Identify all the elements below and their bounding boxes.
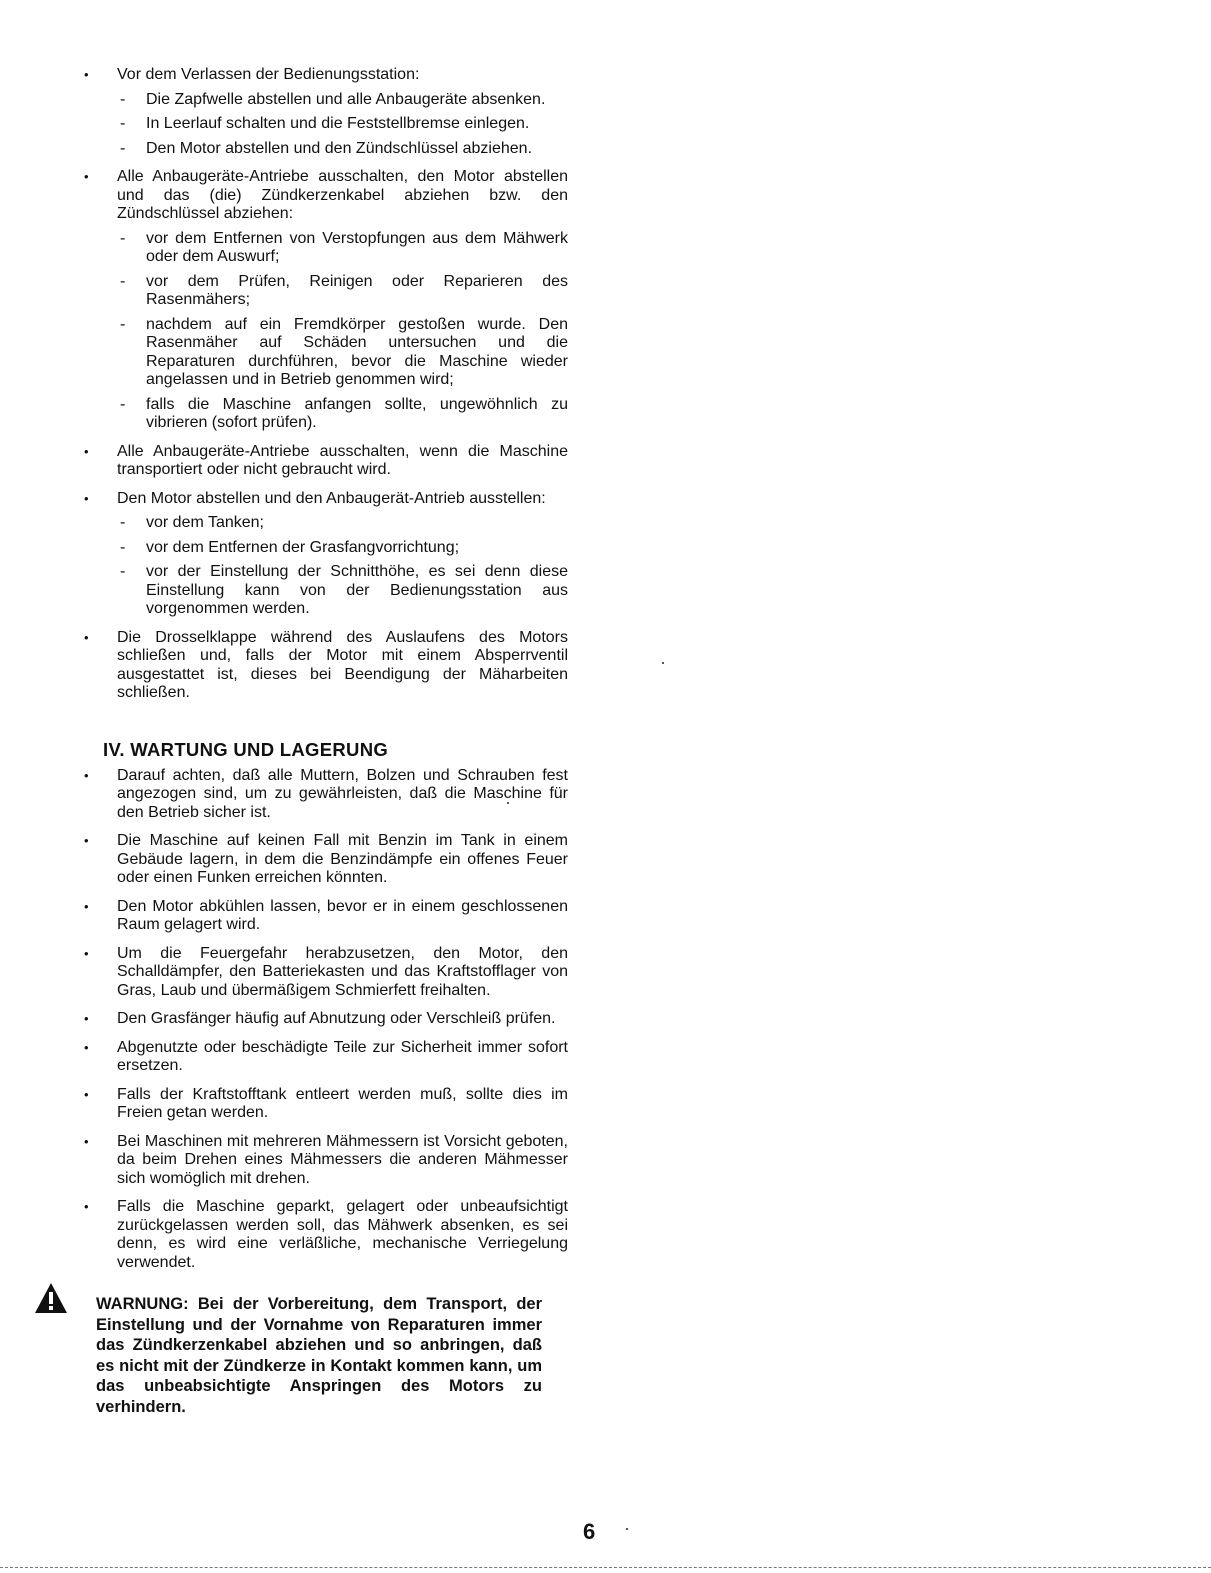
sub-item [117,230,568,267]
page-number: 6 [583,1519,596,1544]
sub-item [117,514,568,533]
bullet-item-leaving-station [84,66,568,158]
dash-marker: - [120,90,126,108]
bullet-text: Den Motor abstellen und den Anbaugerät-Antrieb ausstellen: [117,489,546,507]
scan-edge-line [0,1567,1211,1568]
dash-marker: - [120,229,126,247]
bullet-text: Den Motor abkühlen lassen, bevor er in einem geschlossenen Raum gelagert wird. [117,897,568,933]
sub-item [117,115,568,134]
bullet-item-maintenance [84,898,568,935]
bullet-item-maintenance [84,1086,568,1123]
sub-item-text: vor dem Entfernen der Grasfangvorrichtung; [146,538,460,556]
sub-item-text: nachdem auf ein Fremdkörper gestoßen wurde. Den Rasenmäher auf Schäden untersuchen und die Reparaturen durchführen, bevor die Maschine wieder angelassen und in Betrieb genommen wird; [146,315,568,388]
warning-triangle-icon [34,1282,68,1314]
dash-marker: - [120,139,126,157]
sub-item [117,563,568,619]
bullet-item-disengage-drives [84,168,568,433]
dash-marker: - [120,538,126,556]
sub-item-text: vor dem Prüfen, Reinigen oder Reparieren des Rasenmähers; [146,272,568,308]
dash-marker: - [120,272,126,290]
sub-item-text: vor der Einstellung der Schnitthöhe, es sei denn diese Einstellung kann von der Bedienungsstation aus vorgenommen werden. [146,563,568,617]
section-heading: IV. WARTUNG UND LAGERUNG [103,738,389,760]
bullet-marker: • [84,1199,89,1214]
sub-item [117,396,568,433]
sub-item [117,539,568,558]
sub-item-text: vor dem Entfernen von Verstopfungen aus dem Mähwerk oder dem Auswurf; [146,229,568,265]
bullet-item-transport [84,443,568,480]
dash-marker: - [120,563,126,580]
bullet-text: Alle Anbaugeräte-Antriebe ausschalten, wenn die Maschine transportiert oder nicht gebraucht wird. [117,442,568,478]
dash-marker: - [120,514,126,531]
bullet-item-throttle [84,629,568,703]
sub-item-text: In Leerlauf schalten und die Feststellbremse einlegen. [146,115,530,132]
sub-list [117,91,568,159]
dash-marker: - [120,395,126,413]
bullet-text: Falls die Maschine geparkt, gelagert oder unbeaufsichtigt zurückgelassen werden soll, das Mähwerk absenken, es sei denn, es wird eine verläßliche, mechanische Verriegelung verwendet. [117,1198,568,1271]
warning-block [84,1294,542,1417]
sub-item [117,91,568,110]
bullet-item-stop-engine [84,490,568,619]
bullet-marker: • [84,833,89,848]
bullet-item-maintenance [84,945,568,1001]
sub-item [117,273,568,310]
bullet-text: Alle Anbaugeräte-Antriebe ausschalten, den Motor abstellen und das (die) Zündkerzenkabel abziehen bzw. den Zündschlüssel abziehen: [117,168,568,222]
bullet-item-maintenance [84,832,568,888]
bullet-marker: • [84,490,89,506]
scan-speck [662,662,664,664]
bullet-marker: • [84,169,89,184]
sub-list [117,514,568,619]
scan-speck [626,1528,628,1530]
bullet-marker: • [84,945,89,961]
bullet-text: Bei Maschinen mit mehreren Mähmessern ist Vorsicht geboten, da beim Drehen eines Mähmessers die anderen Mähmesser sich womöglich mit drehen. [117,1132,568,1187]
bullet-marker: • [84,1039,89,1055]
text-column [84,66,568,1417]
bullet-text: Um die Feuergefahr herabzusetzen, den Motor, den Schalldämpfer, den Batteriekasten und das Kraftstofflager von Gras, Laub und übermäßigem Schmierfett freihalten. [117,944,568,999]
warning-text: WARNUNG: Bei der Vorbereitung, dem Transport, der Einstellung und der Vornahme von Reparaturen immer das Zündkerzenkabel abziehen und so anbringen, daß es nicht mit der Zündkerze in Kontakt kommen kann, um das unbeabsichtigte Anspringen des Motors zu verhindern. [96,1295,542,1416]
bullet-marker: • [84,67,89,82]
bullet-text: Die Drosselklappe während des Auslaufens des Motors schließen und, falls der Motor mit einem Absperrventil ausgestattet ist, dieses bei Beendigung der Mäharbeiten schließen. [117,628,568,701]
bullet-marker: • [84,629,89,645]
bullet-marker: • [84,1133,89,1149]
bullet-item-maintenance [84,1133,568,1189]
sub-list [117,230,568,433]
bullet-text: Den Grasfänger häufig auf Abnutzung oder Verschleiß prüfen. [117,1010,556,1027]
dash-marker: - [120,115,126,132]
bullet-marker: • [84,898,89,914]
scan-speck [507,802,509,804]
sub-item [117,140,568,159]
bullet-item-maintenance [84,1010,568,1029]
bullet-marker: • [84,1086,89,1102]
bullet-text: Darauf achten, daß alle Muttern, Bolzen und Schrauben fest angezogen sind, um zu gewährleisten, daß die Maschine für den Betrieb sicher ist. [117,766,568,821]
bullet-text: Die Maschine auf keinen Fall mit Benzin im Tank in einem Gebäude lagern, in dem die Benzindämpfe ein offenes Feuer oder einen Funken erreichen könnten. [117,832,568,886]
sub-item-text: vor dem Tanken; [146,514,264,531]
bullet-marker: • [84,767,89,783]
bullet-text: Falls der Kraftstofftank entleert werden muß, sollte dies im Freien getan werden. [117,1085,568,1121]
bullet-text: Abgenutzte oder beschädigte Teile zur Sicherheit immer sofort ersetzen. [117,1038,568,1074]
bullet-item-maintenance [84,767,568,823]
bullet-text: Vor dem Verlassen der Bedienungsstation: [117,66,420,83]
bullet-item-maintenance [84,1198,568,1272]
bullet-marker: • [84,1011,89,1026]
sub-item-text: Den Motor abstellen und den Zündschlüssel abziehen. [146,139,533,157]
sub-item-text: Die Zapfwelle abstellen und alle Anbaugeräte absenken. [146,90,546,108]
sub-item-text: falls die Maschine anfangen sollte, ungewöhnlich zu vibrieren (sofort prüfen). [146,395,568,431]
sub-item [117,316,568,390]
bullet-item-maintenance [84,1039,568,1076]
bullet-marker: • [84,443,89,459]
dash-marker: - [120,315,126,333]
